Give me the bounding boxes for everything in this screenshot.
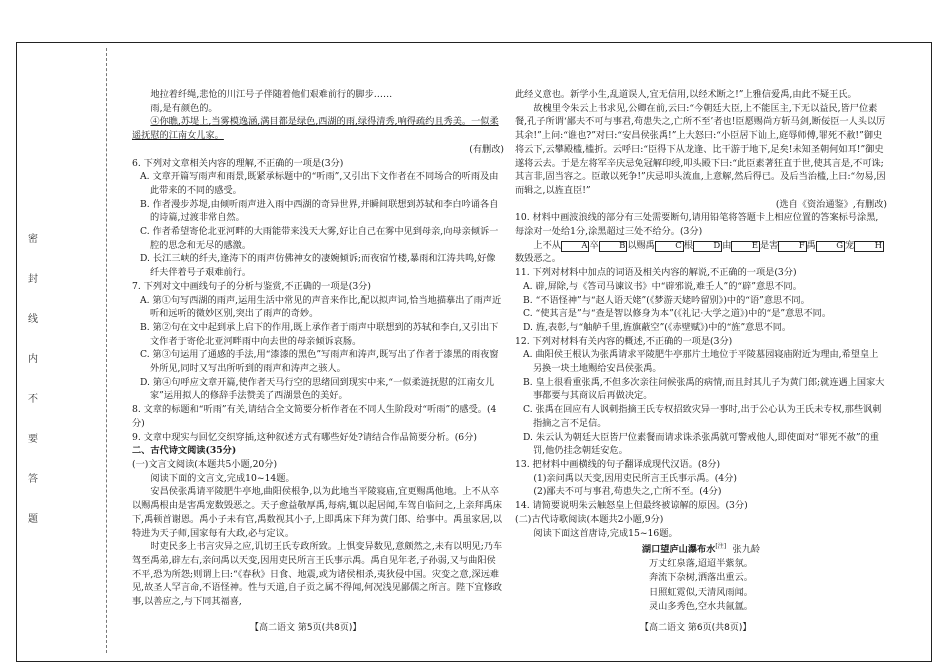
break-marker-b: B xyxy=(599,241,628,252)
left-column xyxy=(132,88,504,609)
option-7d: D. 第④句呼应文章开篇,使作者天马行空的思绪回到现实中来,“一似柔涟抚慰的江南女儿家”运用拟人的修辞手法赞美了西湖景色的美好。 xyxy=(140,376,495,402)
break-marker-h: H xyxy=(854,241,884,252)
binding-warning: 密 封 线 内 不 要 答 题 xyxy=(28,234,38,525)
binding-margin xyxy=(56,48,107,653)
question-12: 12. 下列对材料有关内容的概述,不正确的一项是(3分) xyxy=(515,335,733,347)
source-note: (选自《资治通鉴》,有删改) xyxy=(775,198,887,210)
option-6c: C. 作者希望寄伦北亚河畔的大雨能带来浅天大雾,好让自己在雾中见到母亲,向母亲倾诉一腔的思念和无尽的感激。 xyxy=(140,226,499,251)
page-footer-right: 【高二语文 第6页(共8页)】 xyxy=(640,623,752,633)
poem-line: 灵山多秀色,空水共氤氲。 xyxy=(649,601,753,613)
reading-instruction: 阅读下面这首唐诗,完成15~16题。 xyxy=(533,527,678,539)
question-9: 9. 文章中现实与回忆交织穿插,这种叙述方式有哪些好处?请结合作品简要分析。(6分) xyxy=(132,431,477,443)
top-blank-area xyxy=(0,0,950,42)
passage-line: 雨,是有颜色的。 xyxy=(150,102,218,114)
poem-author: 张九龄 xyxy=(732,544,761,556)
option-6d: D. 长江三峡的纤夫,逢涛下的雨声仿佛神女的凄婉倾诉;而夜宿竹楼,暴雨和江涛共鸣,好像纤夫伴着号子艰难前行。 xyxy=(140,253,496,279)
subsection-heading: (一)文言文阅读(本题共5小题,20分) xyxy=(132,458,278,470)
option-7b: B. 第②句在文中起到承上启下的作用,既上承作者于雨声中联想到的苏轼和李白,又引出下文作者于寄伦北亚河畔雨中向去世的母亲倾诉哀肠。 xyxy=(140,321,499,347)
page-footer-left: 【高二语文 第5页(共8页)】 xyxy=(250,623,362,633)
poem-line: 日照虹霓似,天清风雨闻。 xyxy=(649,586,753,598)
question-13-1: (1)亲问禹以天变,因用吏民所言王氏事示禹。(4分) xyxy=(533,472,737,484)
break-marker-e: E xyxy=(731,241,760,252)
break-marker-f: F xyxy=(778,241,806,252)
underlined-sentence: ④你瞧,苏堤上,当雾模逸涵,满目都是绿色,西湖的雨,绿得清秀,响得疏约且秀美。一似柔遥抚慰的江南女儿家。 xyxy=(132,116,499,142)
classical-passage-p3: 故槐里令朱云上书求见,公卿在前,云曰:“今朝廷大臣,上不能匡主,下无以益民,皆尸位素餐,孔子所谓‘鄙夫不可与事君,苟患失之,亡所不至’者也!臣愿赐尚方斩马剑,断佞臣一人头以厉其余!”上问:“谁也?”对曰:“安昌侯张禹!”上大怒曰:“小臣居下讪上,庭辱师傅,罪死不赦!”御史将云下,云攀殿槛,槛折。云呼曰:“臣得下从龙逢、比干游于地下,足矣!未知圣朝何如耳!”御史遂将云去。于是左将军辛庆忌免冠解印绶,叩头殿下曰:“此臣素著狂直于世,使其言是,不可诛;其言非,固当容之。臣敢以死争!”庆忌叩头流血,上意解,然后得已。及后当治槛,上曰:“勿易,因而辑之,以旌直臣!” xyxy=(515,102,886,196)
sentence-part: 数毁恶之。 xyxy=(515,253,561,265)
poem-title xyxy=(515,540,887,557)
option-11a: A. 辟,屏除,与《答司马谏议书》中“辟邪说,难壬人”的“辟”意思不同。 xyxy=(523,280,802,292)
classical-passage-cont: 此经义意也。新学小生,乱道误人,宜无信用,以经术断之!”上雅信爱禹,由此不疑王氏。 xyxy=(515,89,857,100)
sentence-part: 卒 xyxy=(589,239,599,251)
option-12c: C. 张禹在回应有人讽刺指摘王氏专权招致灾异一事时,出于公心认为王氏未专权,那些讽刺指摘之言不足信。 xyxy=(523,404,882,429)
source-note: (有删改) xyxy=(469,143,504,155)
passage-line: 地拉着纤绳,悲怆的川江号子伴随着他们艰难前行的脚步…… xyxy=(150,89,393,100)
question-7: 7. 下列对文中画线句子的分析与鉴赏,不正确的一项是(3分) xyxy=(132,280,371,292)
option-7c: C. 第③句运用了通感的手法,用“漆漆的黑色”写雨声和涛声,既写出了作者于漆黑的雨夜窗外所见,同时又写出所听到的雨声和涛声之骇人。 xyxy=(140,349,499,375)
option-11b: B. “不语怪神”与“赵人语天姥”(《梦游天姥吟留别》)中的“语”意思不同。 xyxy=(523,294,810,306)
punctuation-sentence xyxy=(515,239,887,266)
section-heading: 二、古代诗文阅读(35分) xyxy=(132,445,237,457)
option-12a: A. 曲阳侯王根认为张禹请求平陵肥牛亭那片土地位于平陵墓园寝庙附近为理由,希望皇上另换一块土地赐给安昌侯张禹。 xyxy=(523,349,879,375)
option-7a: A. 第①句写西湖的雨声,运用生活中常见的声音来作比,配以拟声词,恰当地描摹出了雨声近听和远听的微妙区别,突出了雨声的奇妙。 xyxy=(140,294,502,320)
question-8: 8. 文章的标题和“听雨”有关,请结合全文简要分析作者在不同人生阶段对“听雨”的感受。(4分) xyxy=(132,404,497,429)
option-11c: C. “使其言是”与“查是智以修身为本”(《礼记·大学之道》)中的“是”意思不同。 xyxy=(523,308,832,320)
reading-instruction: 阅读下面的文言文,完成10~14题。 xyxy=(150,472,295,484)
poem-note-marker: [注] xyxy=(715,543,727,551)
question-10: 10. 材料中画波浪线的部分有三处需要断句,请用铅笔将答题卡上相应位置的答案标号涂黑,每涂对一处给1分,涂黑超过三处不给分。(3分) xyxy=(515,212,879,238)
poem-line: 奔流下杂树,洒落出重云。 xyxy=(649,572,753,584)
sentence-part: 根 xyxy=(683,239,693,251)
question-11: 11. 下列对材料中加点的词语及相关内容的解说,不正确的一项是(3分) xyxy=(515,267,797,279)
right-column xyxy=(515,88,887,615)
option-12d: D. 朱云认为朝廷大臣皆尸位素餐而请求诛杀张禹就可警戒他人,即使面对“罪死不赦”的重罚,他仍挂念朝廷安危。 xyxy=(523,431,879,457)
option-11d: D. 旌,表彰,与“舳舻千里,旌旗蔽空”(《赤壁赋》)中的“旌”意思不同。 xyxy=(523,321,792,333)
classical-passage-p2: 时吏民多上书言灾异之应,讥切王氏专政所致。上惧变异数见,意颇然之,未有以明见;乃车驾至禹弟,辟左右,亲问禹以天变,因用吏民所言王氏事示禹。禹自见年老,子孙弱,又与曲阳侯不平,恐为所怨;则谓上曰:“《春秋》日食、地震,或为诸侯相杀,夷狄侵中国。灾变之意,深远难见,故圣人罕言命,不语怪神。性与天道,自子贡之属不得闻,何况浅见鄙儒之所言。陛下宜修政事,以善应之,与下同其福喜, xyxy=(132,541,503,608)
classical-passage-p1: 安昌侯张禹请平陵肥牛亭地,曲阳侯根争,以为此地当平陵寝庙,宜更赐禹他地。上不从卒以赐禹根由是害禹宠数毁恶之。天子愈益敬厚禹,每病,辄以起居闻,车驾自临问之,上亲拜禹床下,禹顿首谢恩。禹小子未有官,禹数视其小子,上即禹床下拜为黄门郎、给事中。禹虽家居,以特进为天子师,国家每有大政,必与定议。 xyxy=(132,486,502,539)
question-6: 6. 下列对文章相关内容的理解,不正确的一项是(3分) xyxy=(132,157,344,169)
sentence-part: 上不从 xyxy=(533,239,561,251)
sentence-part: 宠 xyxy=(845,239,855,251)
option-6a: A. 文章开篇写雨声和雨景,既紧承标题中的“听雨”,又引出下文作者在不同场合的听雨及由此带来的不同的感受。 xyxy=(140,171,499,196)
sentence-part: 禹 xyxy=(806,239,816,251)
poem-title-text: 湖口望庐山瀑布水 xyxy=(641,544,716,556)
sentence-part: 由 xyxy=(722,239,732,251)
poem-line: 万丈红泉落,迢迢半紫氛。 xyxy=(649,557,753,569)
question-13: 13. 把材料中画横线的句子翻译成现代汉语。(8分) xyxy=(515,458,721,470)
break-marker-a: A xyxy=(561,241,590,252)
option-12b: B. 皇上很看重张禹,不但多次亲往问候张禹的病情,而且封其儿子为黄门郎;就连遇上国家大事都要与其商议后再做决定。 xyxy=(523,376,885,402)
question-14: 14. 请简要说明朱云触怒皇上但最终被谅解的原因。(3分) xyxy=(515,500,748,512)
option-6b: B. 作者漫步苏堤,由倾听雨声进入雨中西湖的奇异世界,并瞬间联想到苏轼和李白吟诵各自的诗篇,过渡非常自然。 xyxy=(140,198,499,224)
break-marker-g: G xyxy=(816,241,845,252)
break-marker-d: D xyxy=(693,241,722,252)
break-marker-c: C xyxy=(655,241,684,252)
sentence-part: 以赐禹 xyxy=(627,239,655,251)
subsection-heading: (二)古代诗歌阅读(本题共2小题,9分) xyxy=(515,513,664,525)
sentence-part: 是害 xyxy=(759,239,779,251)
question-13-2: (2)鄙夫不可与事君,苟患失之,亡所不至。(4分) xyxy=(533,486,722,498)
